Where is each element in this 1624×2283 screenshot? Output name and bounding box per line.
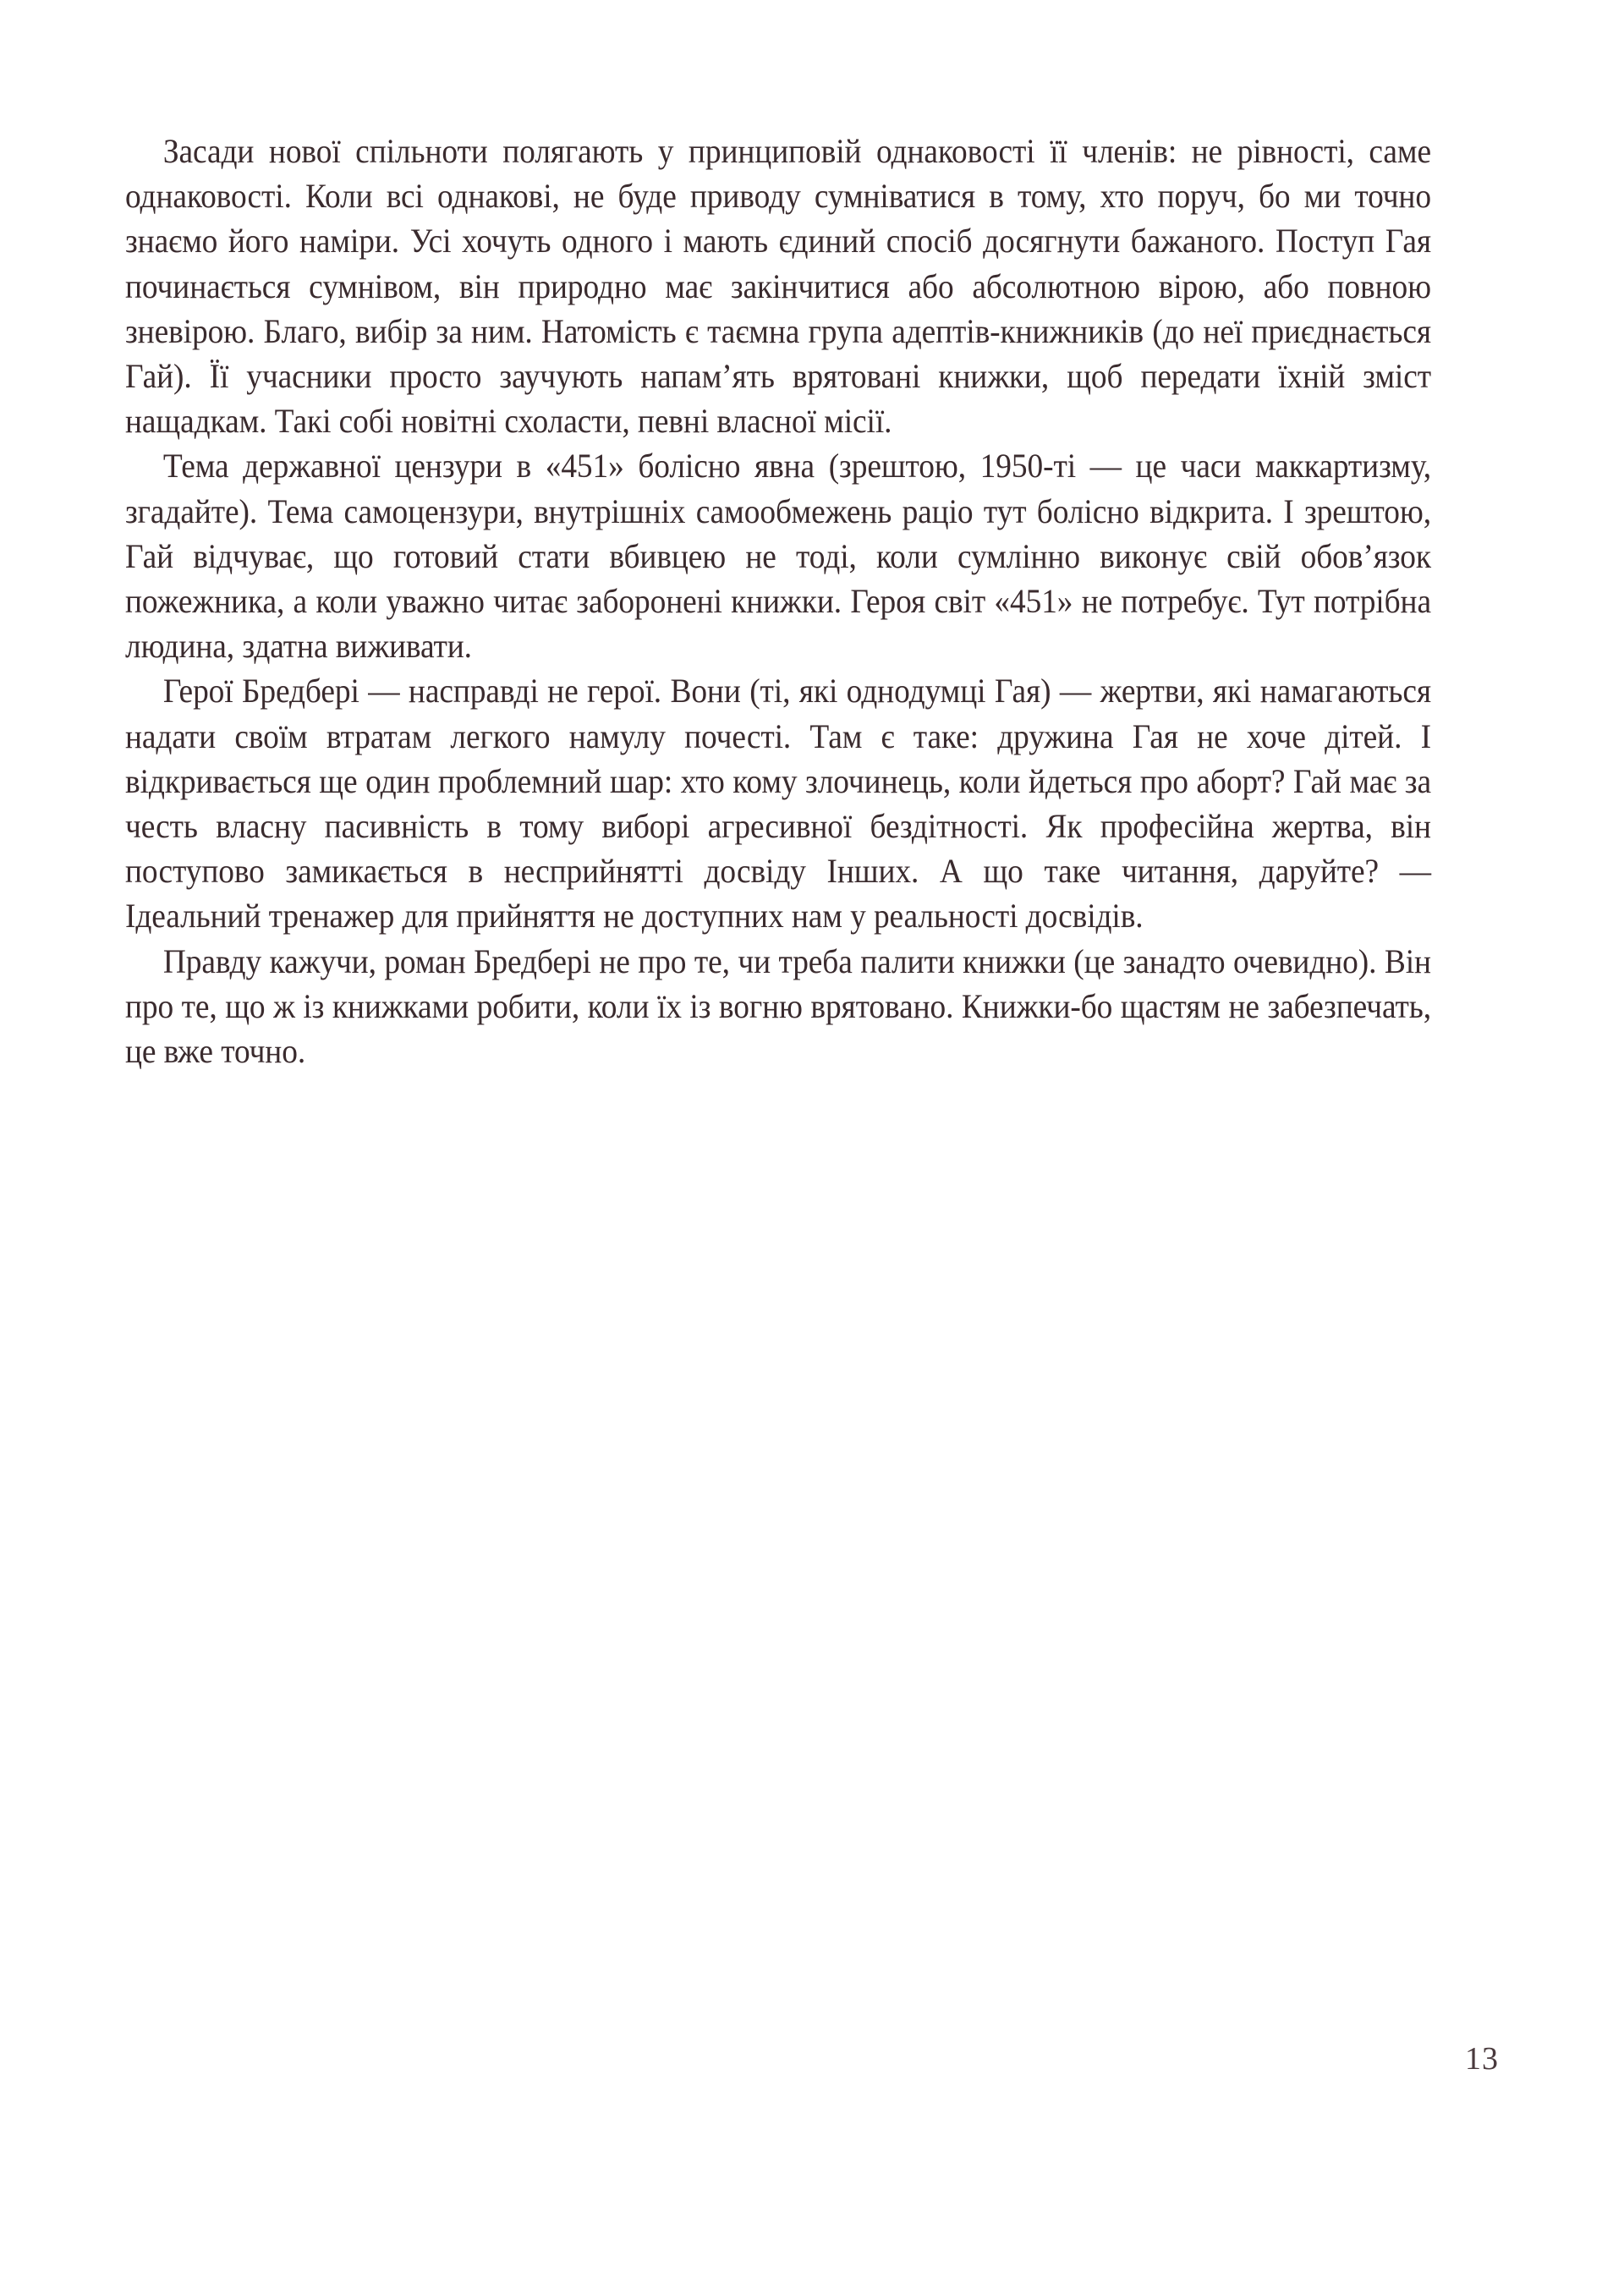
body-text-column [125,129,1431,1073]
body-paragraph: Тема державної цензури в «451» болісно явна (зрештою, 1950-ті — це часи маккартизму, згадайте). Тема самоцензури, внутрішніх самообмежень раціо тут болісно відкрита. І зрештою, Гай відчуває, що готовий стати вбивцею не тоді, коли сумлінно виконує свій обов’язок пожежника, а коли уважно читає заборонені книжки. Героя світ «451» не потребує. Тут потрібна людина, здатна виживати. [125,447,1431,666]
page-number: 13 [1465,2041,1499,2077]
body-paragraph: Герої Бредбері — насправді не герої. Вони (ті, які однодумці Гая) — жертви, які намагаються надати своїм втратам легкого намулу почесті. Там є таке: дружина Гая не хоче дітей. І відкривається ще один проблемний шар: хто кому злочинець, коли йдеться про аборт? Гай має за честь власну пасивність в тому виборі агресивної бездітності. Як професійна жертва, він поступово замикається в несприйнятті досвіду Інших. А що таке читання, даруйте? — Ідеальний тренажер для прийняття не доступних нам у реальності досвідів. [125,672,1431,936]
body-paragraph: Правду кажучи, роман Бредбері не про те, чи треба палити книжки (це занадто очевидно). Він про те, що ж із книжками робити, коли їх із вогню врятовано. Книжки-бо щастям не забезпечать, це вже точно. [125,941,1431,1071]
body-paragraph: Засади нової спільноти полягають у принциповій однаковості її членів: не рівності, саме однаковості. Коли всі однакові, не буде приводу сумніватися в тому, хто поруч, бо ми точно знаємо його наміри. Усі хочуть одного і мають єдиний спосіб досягнути бажаного. Поступ Гая починається сумнівом, він природно має закінчитися або абсолютною вірою, або повною зневірою. Благо, вибір за ним. Натомість є таємна група адептів-книжників (до неї приєднається Гай). Її учасники просто заучують напам’ять врятовані книжки, щоб передати їхній зміст нащадкам. Такі собі новітні схоласти, певні власної місії. [125,132,1431,441]
